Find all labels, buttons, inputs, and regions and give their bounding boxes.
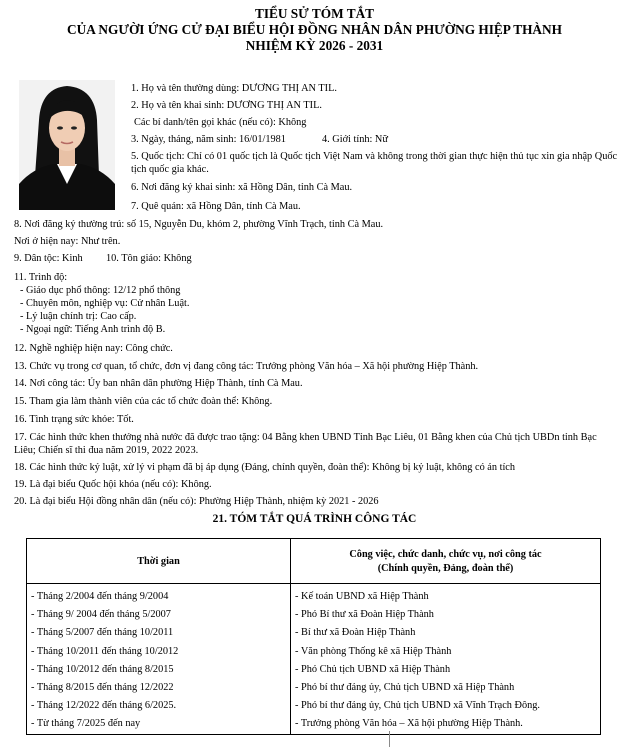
role-item: - Kế toán UBND xã Hiệp Thành — [295, 591, 429, 602]
bio-field-profession: - Chuyên môn, nghiệp vụ: Cử nhân Luật. — [20, 298, 190, 309]
bio-field-education-heading: 11. Trình độ: — [14, 272, 68, 283]
work-history-heading: 21. TÓM TẮT QUÁ TRÌNH CÔNG TÁC — [212, 513, 417, 525]
period-item: - Tháng 8/2015 đến tháng 12/2022 — [31, 681, 174, 693]
term-title: NHIỆM KỲ 2026 - 2031 — [245, 38, 384, 53]
period-item: - Tháng 2/2004 đến tháng 9/2004 — [31, 591, 169, 602]
period-item: - Tháng 10/2012 đến tháng 8/2015 — [31, 663, 174, 675]
period-cell — [27, 584, 291, 735]
bio-field-political-theory: - Lý luận chính trị: Cao cấp. — [20, 311, 137, 322]
role-cell — [291, 584, 601, 735]
bio-field-awards: 17. Các hình thức khen thưởng nhà nước đã được trao tặng: 04 Bằng khen UBND Tỉnh Bạc Liêu, 01 Bằng khen của Chủ tịch UBDn tỉnh Bạc Liêu; Chiến sĩ thi đua năm 2019, 2022 2023. — [14, 432, 597, 456]
bio-field-health: 16. Tình trạng sức khỏe: Tốt. — [14, 414, 134, 425]
bio-field-position: 13. Chức vụ trong cơ quan, tổ chức, đơn vị đang công tác: Trưởng phòng Văn hóa – Xã hội phường Hiệp Thành. — [14, 361, 479, 372]
bio-field-workplace: 14. Nơi công tác: Ủy ban nhân dân phường Hiệp Thành, tỉnh Cà Mau. — [14, 378, 303, 389]
document-title: TIỂU SỬ TÓM TẮT — [254, 6, 375, 21]
column-header-role: Công việc, chức danh, chức vụ, nơi công tác (Chính quyền, Đảng, đoàn thể) — [291, 539, 601, 584]
period-item: - Tháng 10/2011 đến tháng 10/2012 — [31, 645, 179, 657]
bio-field-general-education: - Giáo dục phổ thông: 12/12 phổ thông — [20, 285, 181, 296]
bio-field-residence: 8. Nơi đăng ký thường trú: số 15, Nguyễn Du, khóm 2, phường Vĩnh Trạch, tỉnh Cà Mau. — [14, 219, 384, 230]
text-cursor — [389, 731, 390, 747]
role-item: - Phó bí thư đảng ủy, Chủ tịch UBND xã Vĩnh Trạch Đông. — [295, 700, 540, 712]
work-history-table — [26, 538, 601, 735]
bio-field-occupation: 12. Nghề nghiệp hiện nay: Công chức. — [14, 343, 173, 354]
period-item: - Tháng 5/2007 đến tháng 10/2011 — [31, 627, 174, 639]
period-item: - Tháng 9/ 2004 đến tháng 5/2007 — [31, 609, 171, 621]
bio-field-common-name: 1. Họ và tên thường dùng: DƯƠNG THỊ AN TIL. — [131, 83, 337, 94]
column-header-role-sub: (Chính quyền, Đảng, đoàn thể) — [377, 562, 514, 574]
role-item: - Văn phòng Thống kê xã Hiệp Thành — [295, 645, 452, 657]
bio-field-national-assembly: 19. Là đại biểu Quốc hội khóa (nếu có): Không. — [14, 479, 212, 490]
bio-field-birth-registration: 6. Nơi đăng ký khai sinh: xã Hồng Dân, tỉnh Cà Mau. — [131, 182, 353, 193]
role-item: - Phó Bí thư xã Đoàn Hiệp Thành — [295, 609, 434, 621]
bio-field-religion: 10. Tôn giáo: Không — [106, 253, 192, 264]
document-subtitle: CỦA NGƯỜI ỨNG CỬ ĐẠI BIỂU HỘI ĐỒNG NHÂN DÂN PHƯỜNG HIỆP THÀNH — [67, 22, 562, 37]
bio-field-nationality: 5. Quốc tịch: Chỉ có 01 quốc tịch là Quốc tịch Việt Nam và không trong thời gian thực hiện thủ tục xin gia nhập Quốc tịch quốc gia khác. — [131, 151, 618, 175]
bio-field-birth-name: 2. Họ và tên khai sinh: DƯƠNG THỊ AN TIL. — [131, 100, 322, 111]
role-item: - Phó Chủ tịch UBND xã Hiệp Thành — [295, 663, 451, 675]
bio-field-aliases: Các bí danh/tên gọi khác (nếu có): Không — [134, 117, 307, 128]
role-item: - Bí thư xã Đoàn Hiệp Thành — [295, 627, 416, 639]
bio-field-ethnicity: 9. Dân tộc: Kinh — [14, 253, 83, 264]
bio-field-foreign-language: - Ngoại ngữ: Tiếng Anh trình độ B. — [20, 324, 166, 335]
period-item: - Từ tháng 7/2025 đến nay — [31, 718, 141, 730]
bio-field-current-address: Nơi ở hiện nay: Như trên. — [14, 236, 121, 247]
bio-field-gender: 4. Giới tính: Nữ — [322, 134, 388, 145]
bio-field-hometown: 7. Quê quán: xã Hồng Dân, tỉnh Cà Mau. — [131, 201, 301, 212]
bio-field-organizations: 15. Tham gia làm thành viên của các tổ chức đoàn thể: Không. — [14, 396, 273, 407]
column-header-period: Thời gian — [27, 539, 291, 584]
role-item: - Phó bí thư đảng ủy, Chủ tịch UBND xã Hiệp Thành — [295, 681, 515, 693]
role-item: - Trưởng phòng Văn hóa – Xã hội phường Hiệp Thành. — [295, 718, 523, 730]
portrait-photo — [19, 80, 115, 210]
bio-field-birth-date: 3. Ngày, tháng, năm sinh: 16/01/1981 — [131, 134, 286, 145]
period-item: - Tháng 12/2022 đến tháng 6/2025. — [31, 700, 177, 712]
bio-field-discipline: 18. Các hình thức kỷ luật, xử lý vi phạm đã bị áp dụng (Đảng, chính quyền, đoàn thể): Không bị kỷ luật, không có án tích — [14, 462, 516, 473]
bio-field-council-delegate: 20. Là đại biểu Hội đồng nhân dân (nếu có): Phường Hiệp Thành, nhiệm kỳ 2021 - 2026 — [14, 496, 379, 507]
